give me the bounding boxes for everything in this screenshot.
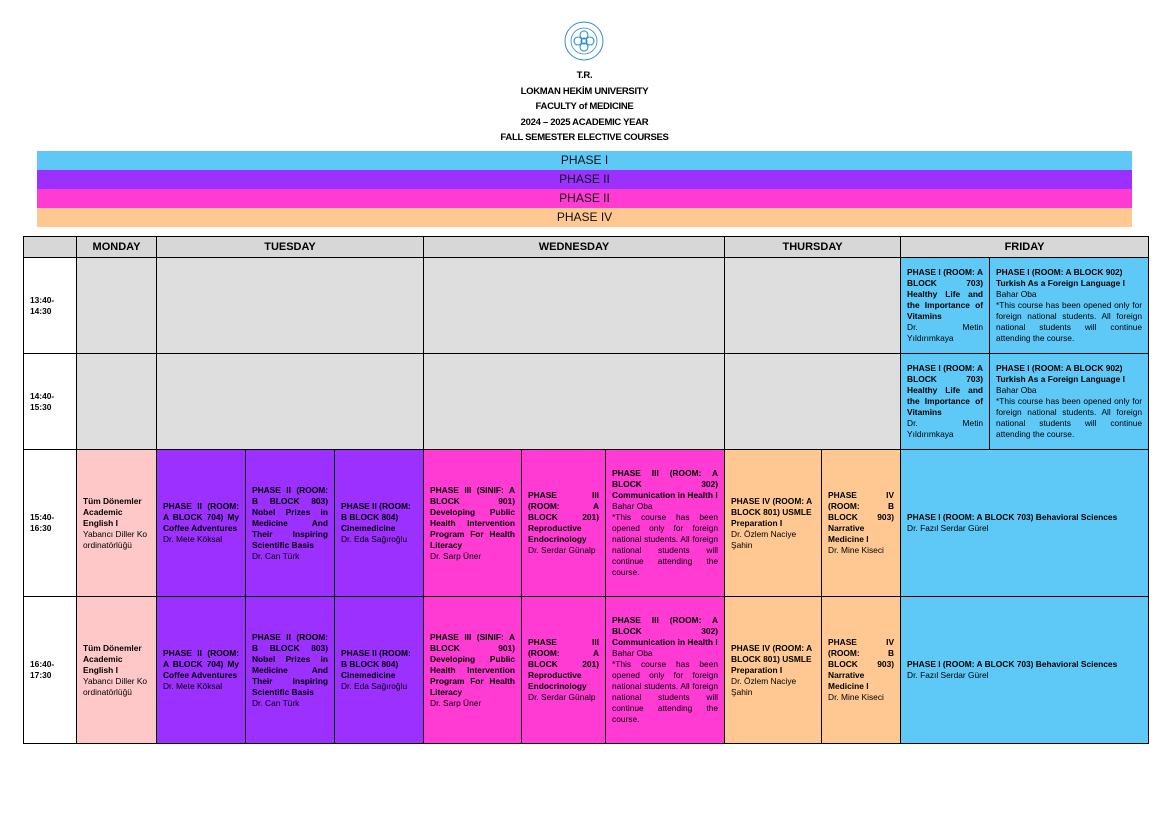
course-instructor: Dr. Eda Sağıroğlu	[341, 681, 408, 691]
course-cell	[990, 258, 1149, 354]
course-instructor: Dr. Özlem Naciye Şahin	[731, 528, 797, 550]
empty-cell	[424, 354, 725, 450]
time-slot: 16:40- 17:30	[24, 597, 77, 744]
course-note: *This course has been opened only for foreign national students. All foreign national students will continue attending the course.	[996, 300, 1143, 343]
day-wednesday: WEDNESDAY	[424, 237, 725, 258]
time-row-2	[24, 354, 1149, 450]
course-cell	[157, 450, 246, 597]
course-title: PHASE III (ROOM: A BLOCK 201) Reproductive Endocrinology	[528, 637, 600, 691]
course-instructor: Bahar Oba	[612, 648, 653, 658]
empty-cell	[77, 258, 157, 354]
legend-phase-4: PHASE IV	[37, 208, 1132, 227]
course-cell	[246, 450, 335, 597]
day-thursday: THURSDAY	[725, 237, 901, 258]
course-cell	[77, 597, 157, 744]
course-instructor: Dr. Metin Yıldırımkaya	[907, 322, 984, 343]
course-cell	[606, 597, 725, 744]
course-title: PHASE III (ROOM: A BLOCK 302) Communication in Health I	[612, 468, 719, 500]
document-header	[0, 68, 1169, 146]
empty-cell	[157, 258, 424, 354]
day-tuesday: TUESDAY	[157, 237, 424, 258]
course-cell	[901, 597, 1149, 744]
empty-cell	[725, 258, 901, 354]
course-cell	[901, 354, 990, 450]
time-slot: 13:40- 14:30	[24, 258, 77, 354]
course-title: PHASE II (ROOM: A BLOCK 704) My Coffee Adventures	[163, 648, 239, 680]
corner-cell	[24, 237, 77, 258]
empty-cell	[157, 354, 424, 450]
course-cell	[424, 450, 522, 597]
course-title: PHASE III (SINIF: A BLOCK 901) Developing Public Health Intervention Program For Health Literacy	[430, 484, 516, 550]
day-monday: MONDAY	[77, 237, 157, 258]
course-cell	[725, 450, 822, 597]
course-title: PHASE I (ROOM: A BLOCK 703) Healthy Life and the Importance of Vitamins	[907, 267, 984, 321]
legend-phase-3: PHASE II	[37, 189, 1132, 208]
course-title: PHASE IV (ROOM: B BLOCK 903) Narrative Medicine I	[828, 637, 895, 691]
course-instructor: Dr. Mine Kiseci	[828, 692, 884, 702]
course-cell	[822, 450, 901, 597]
course-instructor: Dr. Eda Sağıroğlu	[341, 534, 408, 544]
university-logo	[563, 20, 605, 62]
course-title: PHASE III (ROOM: A BLOCK 302) Communication in Health I	[612, 615, 719, 647]
course-cell	[335, 597, 424, 744]
course-title: PHASE II (ROOM: B BLOCK 804) Cinemedicine	[341, 501, 411, 533]
course-instructor: Yabancı Diller Koordinatörlüğü	[83, 528, 148, 550]
course-title: PHASE I (ROOM: A BLOCK 902) Turkish As a Foreign Language I	[996, 363, 1125, 384]
course-instructor: Dr. Serdar Günalp	[528, 692, 596, 702]
header-line-4: 2024 – 2025 ACADEMIC YEAR	[520, 116, 649, 128]
day-header-row	[24, 237, 1149, 258]
course-cell	[901, 258, 990, 354]
course-note: *This course has been opened only for foreign national students. All foreign national students will continue attending the course.	[996, 396, 1143, 439]
time-row-4	[24, 597, 1149, 744]
legend-phase-2: PHASE II	[37, 170, 1132, 189]
empty-cell	[77, 354, 157, 450]
course-title: PHASE I (ROOM: A BLOCK 703) Healthy Life and the Importance of Vitamins	[907, 363, 984, 417]
course-cell	[246, 597, 335, 744]
course-title: PHASE II (ROOM: B BLOCK 803) Nobel Prizes in Medicine And Their Inspiring Scientific Basis	[252, 631, 328, 697]
course-instructor: Dr. Can Türk	[252, 550, 300, 561]
course-title: PHASE III (SINIF: A BLOCK 901) Developing Public Health Intervention Program For Health Literacy	[430, 631, 516, 697]
course-instructor: Dr. Mete Köksal	[163, 534, 223, 544]
course-title: PHASE IV (ROOM: A BLOCK 801) USMLE Preparation I	[731, 642, 812, 675]
course-cell	[77, 450, 157, 597]
course-instructor: Dr. Özlem Naciye Şahin	[731, 675, 797, 697]
course-instructor: Dr. Mete Köksal	[163, 681, 223, 691]
header-line-5: FALL SEMESTER ELECTIVE COURSES	[500, 132, 669, 144]
time-slot: 15:40- 16:30	[24, 450, 77, 597]
course-instructor: Bahar Oba	[996, 385, 1037, 395]
course-title: PHASE IV (ROOM: A BLOCK 801) USMLE Preparation I	[731, 495, 812, 528]
course-instructor: Bahar Oba	[612, 501, 653, 511]
time-row-1	[24, 258, 1149, 354]
course-title: PHASE I (ROOM: A BLOCK 902) Turkish As a Foreign Language I	[996, 267, 1125, 288]
course-title: Tüm Dönemler Academic English I	[83, 642, 142, 675]
header-line-1: T.R.	[576, 70, 593, 81]
course-instructor: Dr. Fazıl Serdar Gürel	[907, 523, 989, 533]
course-instructor: Bahar Oba	[996, 289, 1037, 299]
course-instructor: Yabancı Diller Koordinatörlüğü	[83, 675, 148, 697]
empty-cell	[424, 258, 725, 354]
day-friday: FRIDAY	[901, 237, 1149, 258]
header-line-2: LOKMAN HEKİM UNIVERSITY	[520, 85, 649, 97]
header-line-3: FACULTY of MEDICINE	[535, 101, 634, 113]
legend-phase-1: PHASE I	[37, 151, 1132, 170]
course-title: PHASE II (ROOM: B BLOCK 804) Cinemedicine	[341, 648, 411, 680]
time-row-3	[24, 450, 1149, 597]
course-instructor: Dr. Serdar Günalp	[528, 545, 596, 555]
course-cell	[990, 354, 1149, 450]
course-cell	[335, 450, 424, 597]
course-title: PHASE II (ROOM: B BLOCK 803) Nobel Prizes in Medicine And Their Inspiring Scientific Basis	[252, 484, 328, 550]
course-cell	[157, 597, 246, 744]
course-note: *This course has been opened only for foreign national students. All foreign national students will continue attending the course.	[612, 512, 719, 577]
course-title: PHASE I (ROOM: A BLOCK 703) Behavioral Sciences	[907, 659, 1118, 669]
course-title: Tüm Dönemler Academic English I	[83, 495, 142, 528]
course-note: *This course has been opened only for foreign national students. All foreign national students will continue attending the course.	[612, 659, 719, 724]
course-instructor: Dr. Sarp Üner	[430, 550, 482, 561]
course-cell	[725, 597, 822, 744]
time-slot: 14:40- 15:30	[24, 354, 77, 450]
course-cell	[522, 450, 606, 597]
course-cell	[606, 450, 725, 597]
course-cell	[901, 450, 1149, 597]
course-cell	[822, 597, 901, 744]
course-cell	[424, 597, 522, 744]
empty-cell	[725, 354, 901, 450]
course-title: PHASE II (ROOM: A BLOCK 704) My Coffee Adventures	[163, 501, 239, 533]
course-instructor: Dr. Metin Yıldırımkaya	[907, 418, 984, 439]
course-instructor: Dr. Fazıl Serdar Gürel	[907, 670, 989, 680]
course-title: PHASE III (ROOM: A BLOCK 201) Reproductive Endocrinology	[528, 490, 600, 544]
course-cell	[522, 597, 606, 744]
course-instructor: Dr. Mine Kiseci	[828, 545, 884, 555]
course-instructor: Dr. Can Türk	[252, 697, 300, 708]
course-title: PHASE IV (ROOM: B BLOCK 903) Narrative Medicine I	[828, 490, 895, 544]
schedule-table	[23, 236, 1149, 744]
course-title: PHASE I (ROOM: A BLOCK 703) Behavioral Sciences	[907, 512, 1118, 522]
course-instructor: Dr. Sarp Üner	[430, 697, 482, 708]
